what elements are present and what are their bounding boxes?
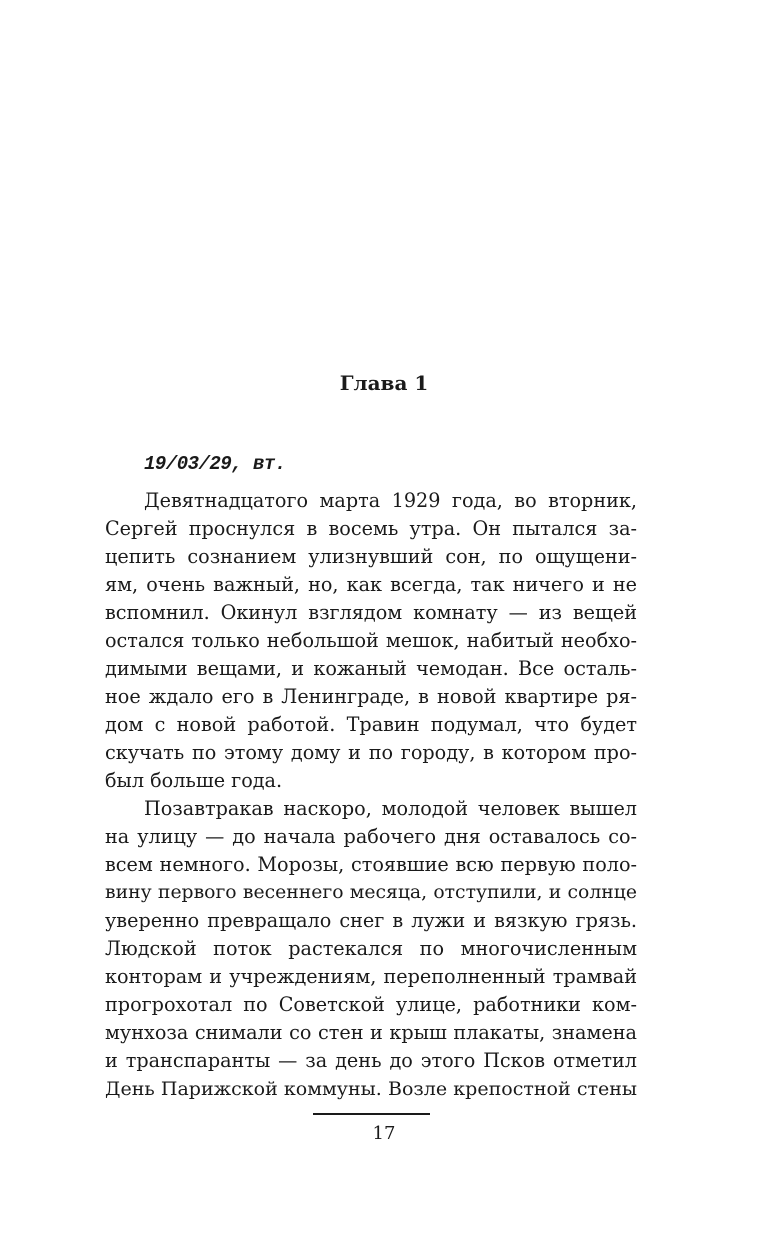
text-line: димыми вещами, и кожаный чемодан. Все осталь- [105, 657, 637, 680]
text-line: был больше года. [105, 769, 283, 792]
text-line: Сергей проснулся в восемь утра. Он пытался за- [105, 517, 637, 540]
text-line: остался только небольшой мешок, набитый необхо- [105, 629, 637, 652]
footer-divider [313, 1113, 430, 1115]
text-line: всем немного. Морозы, стоявшие всю первую поло- [105, 853, 637, 876]
text-line: конторам и учреждениям, переполненный трамвай [105, 965, 637, 988]
text-line: вспомнил. Окинул взглядом комнату — из вещей [105, 601, 637, 624]
text-line: Людской поток растекался по многочисленным [105, 937, 637, 960]
text-line: дом с новой работой. Травин подумал, что будет [105, 713, 637, 736]
text-line: Позавтракав наскоро, молодой человек вышел [144, 797, 637, 820]
chapter-title: Глава 1 [339, 371, 429, 395]
text-line: на улицу — до начала рабочего дня оставалось со- [105, 825, 637, 848]
text-line: День Парижской коммуны. Возле крепостной стены [105, 1078, 637, 1100]
text-line: скучать по этому дому и по городу, в котором про- [105, 741, 637, 764]
text-line: ям, очень важный, но, как всегда, так ничего и не [105, 573, 637, 596]
text-line: ное ждало его в Ленинграде, в новой квартире ря- [105, 685, 637, 708]
text-line: цепить сознанием улизнувший сон, по ощущени- [105, 545, 637, 568]
page-number: 17 [372, 1123, 396, 1144]
text-line: и транспаранты — за день до этого Псков отметил [105, 1049, 637, 1072]
text-line: Девятнадцатого марта 1929 года, во вторник, [144, 489, 637, 512]
entry-date: 19/03/29, вт. [144, 453, 286, 475]
text-line: прогрохотал по Советской улице, работники ком- [105, 993, 637, 1016]
text-line: мунхоза снимали со стен и крыш плакаты, знамена [105, 1021, 637, 1044]
text-line: вину первого весеннего месяца, отступили, и солнце [105, 882, 637, 903]
text-line: уверенно превращало снег в лужи и вязкую грязь. [105, 909, 637, 932]
